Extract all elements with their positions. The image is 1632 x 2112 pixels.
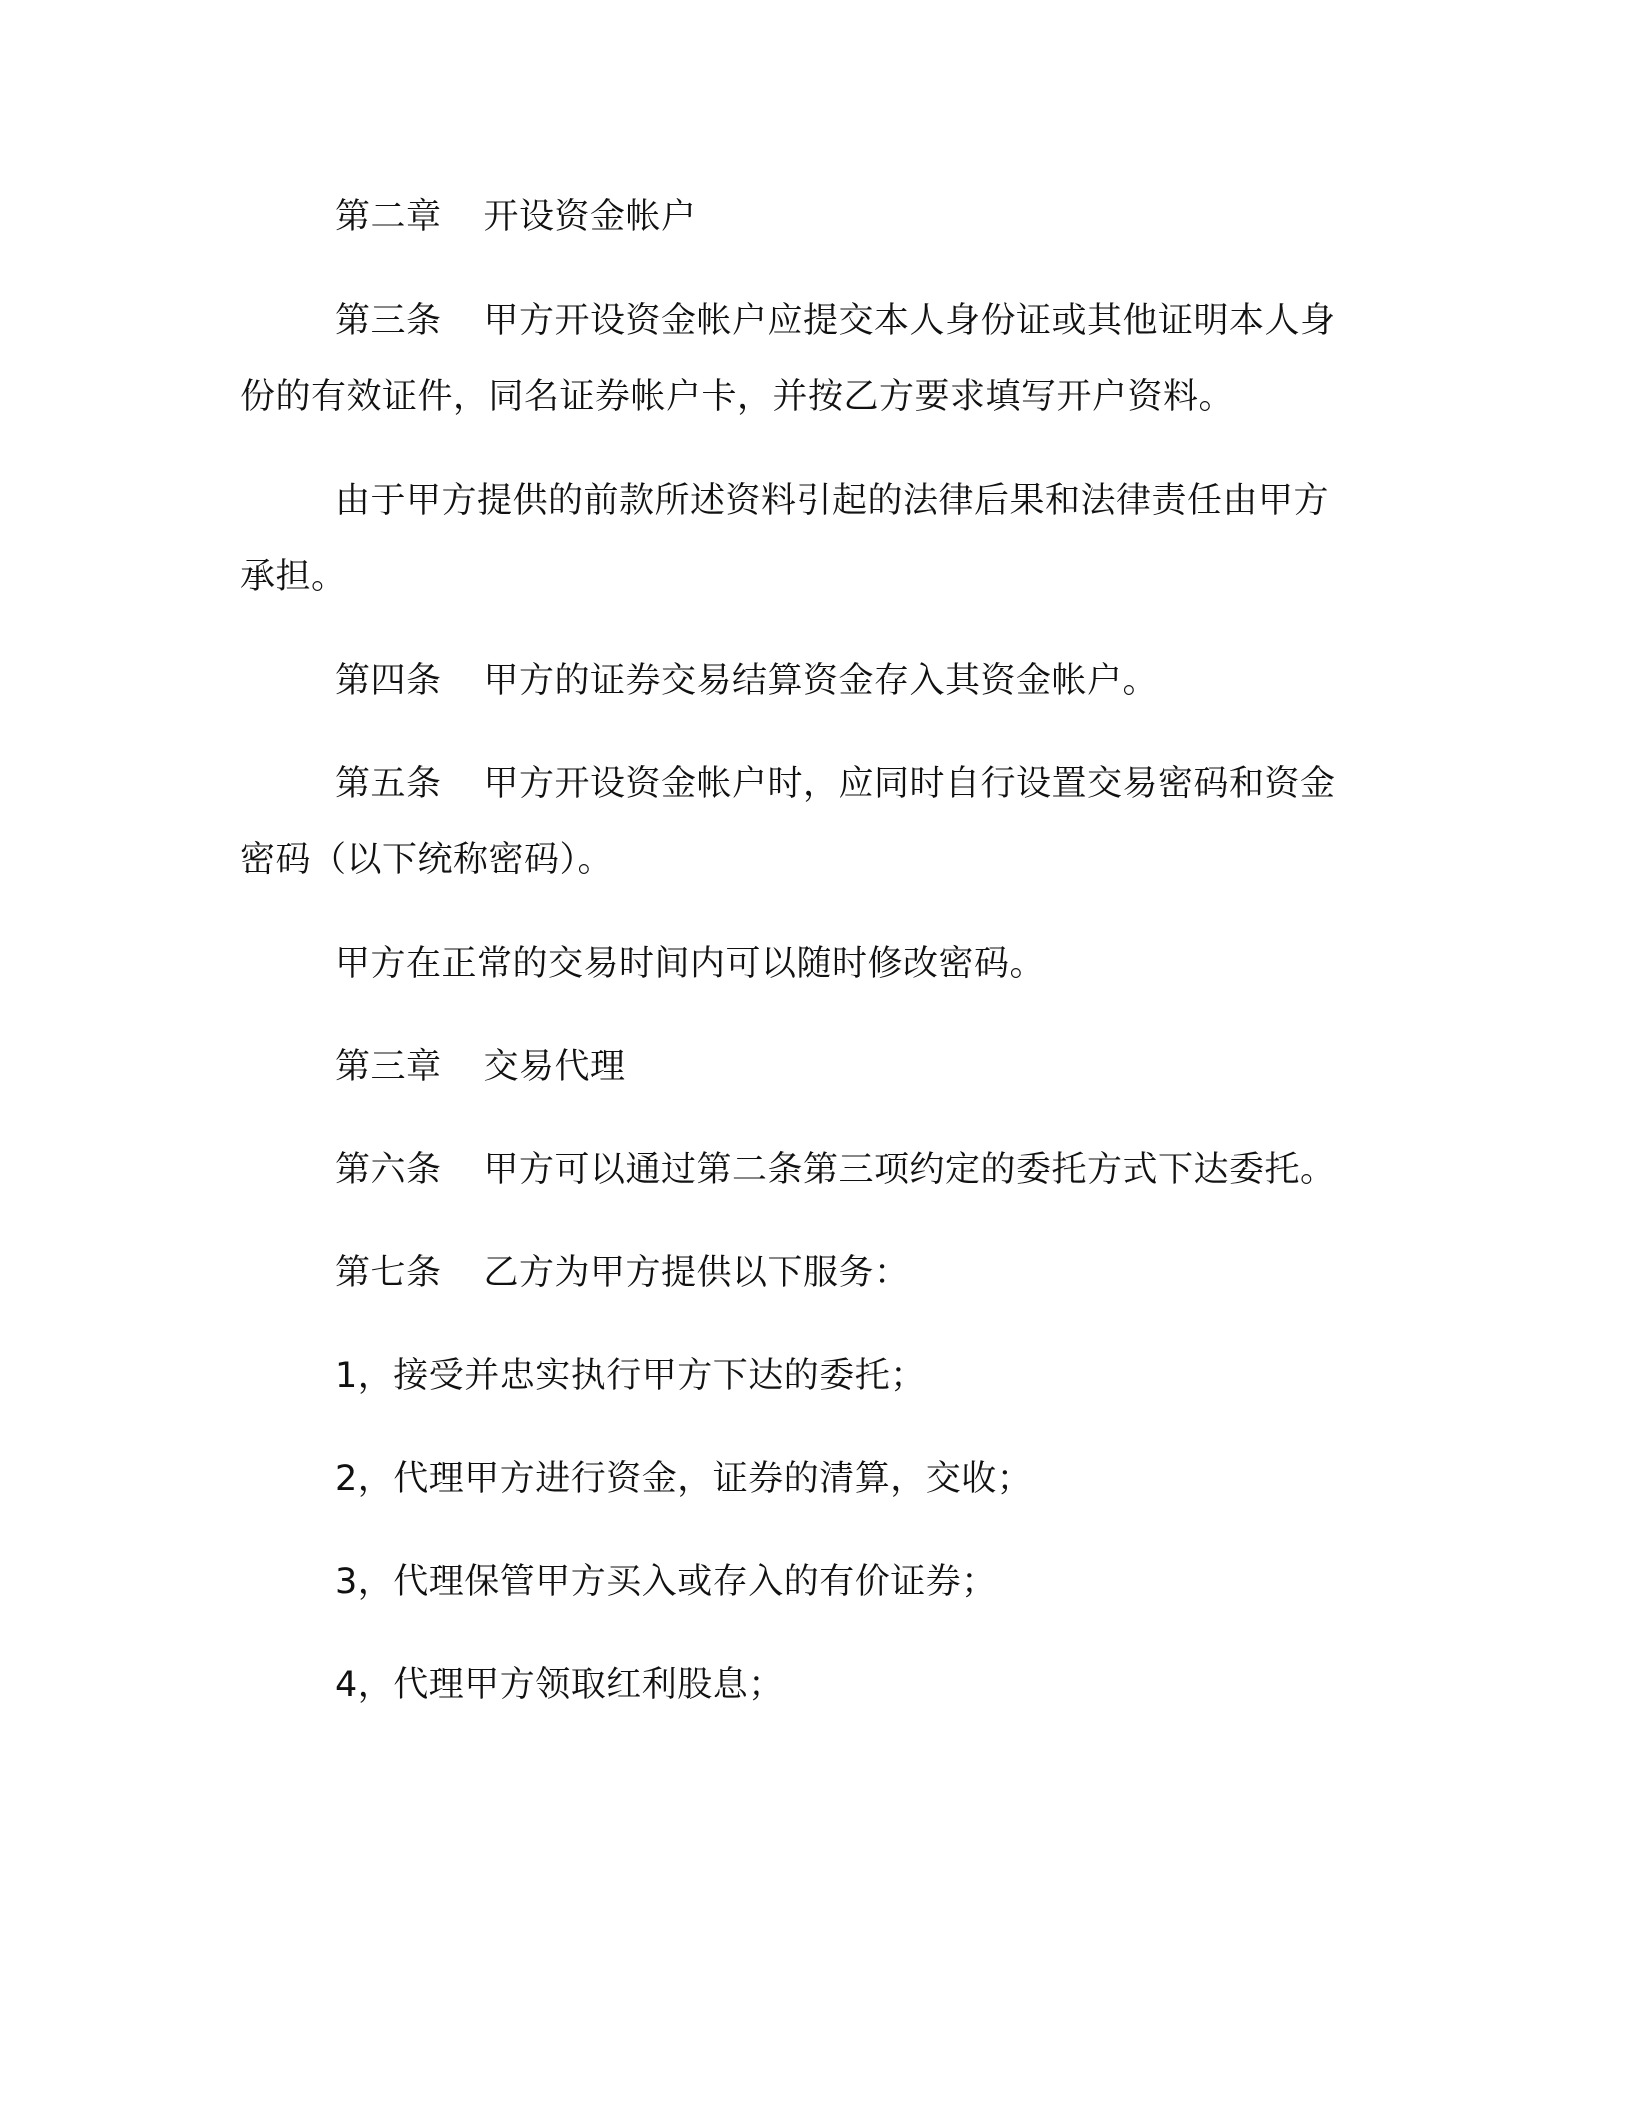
service-text: 代理甲方进行资金，证券的清算，交收； — [393, 1459, 1033, 1499]
service-number: 4， — [335, 1665, 394, 1705]
article-label: 第六条 — [335, 1150, 442, 1190]
service-item — [335, 1455, 1032, 1503]
article-6 — [335, 1146, 1336, 1194]
article-label: 第七条 — [335, 1253, 442, 1293]
chapter-title: 交易代理 — [483, 1047, 626, 1087]
paragraph-text: 甲方在正常的交易时间内可以随时修改密码。 — [335, 944, 1046, 984]
article-text: 密码（以下统称密码）。 — [240, 840, 614, 880]
service-text: 接受并忠实执行甲方下达的委托； — [393, 1356, 926, 1396]
article-4 — [335, 657, 1158, 705]
service-item — [335, 1558, 997, 1606]
paragraph-text: 承担。 — [240, 557, 347, 597]
liability-paragraph-line-1 — [335, 477, 1329, 525]
article-text: 甲方可以通过第二条第三项约定的委托方式下达委托。 — [483, 1150, 1336, 1190]
article-label: 第三条 — [335, 301, 442, 341]
paragraph-text: 由于甲方提供的前款所述资料引起的法律后果和法律责任由甲方 — [335, 481, 1330, 521]
liability-paragraph-line-2 — [240, 553, 347, 601]
service-text: 代理保管甲方买入或存入的有价证券； — [393, 1562, 997, 1602]
article-label: 第五条 — [335, 764, 442, 804]
article-3-line-2 — [240, 373, 1234, 421]
article-text: 甲方开设资金帐户应提交本人身份证或其他证明本人身 — [483, 301, 1336, 341]
service-item — [335, 1352, 926, 1400]
service-number: 2， — [335, 1459, 394, 1499]
article-7 — [335, 1249, 910, 1297]
article-text: 份的有效证件，同名证券帐户卡，并按乙方要求填写开户资料。 — [240, 377, 1235, 417]
article-5-line-1 — [335, 760, 1336, 808]
article-label: 第四条 — [335, 661, 442, 701]
chapter-title: 开设资金帐户 — [483, 197, 697, 237]
article-text: 乙方为甲方提供以下服务： — [483, 1253, 910, 1293]
service-text: 代理甲方领取红利股息； — [393, 1665, 784, 1705]
password-paragraph — [335, 940, 1045, 988]
chapter-3-heading — [335, 1043, 626, 1091]
chapter-label: 第三章 — [335, 1047, 442, 1087]
service-number: 1， — [335, 1356, 394, 1396]
service-number: 3， — [335, 1562, 394, 1602]
service-item — [335, 1661, 784, 1709]
article-5-line-2 — [240, 836, 613, 884]
article-text: 甲方开设资金帐户时，应同时自行设置交易密码和资金 — [483, 764, 1336, 804]
article-text: 甲方的证券交易结算资金存入其资金帐户。 — [483, 661, 1159, 701]
chapter-2-heading — [335, 193, 697, 241]
chapter-label: 第二章 — [335, 197, 442, 237]
article-3-line-1 — [335, 297, 1336, 345]
